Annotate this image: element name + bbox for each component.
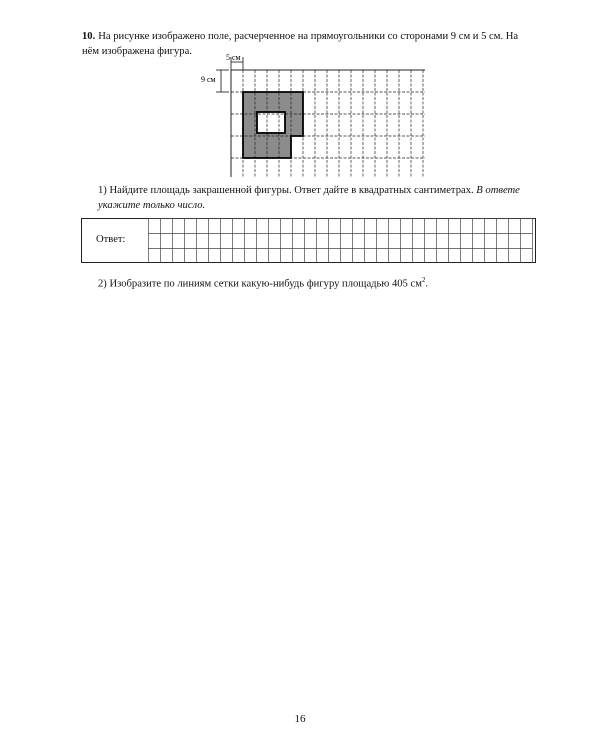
question-2 [98, 273, 534, 292]
width-dimension [226, 53, 243, 70]
task-text: На рисунке изображено поле, расчерченное на прямоугольники со сторонами 9 см и 5 см. На нём изображена фигура. [82, 31, 519, 57]
height-label: 9 см [201, 75, 216, 84]
question-1-note: В ответе укажите только число. [98, 185, 520, 211]
shaded-figure [243, 92, 303, 158]
question-2-superscript: 2 [421, 276, 426, 284]
task-number: 10. [82, 31, 96, 42]
question-1-text: 1) Найдите площадь закрашенной фигуры. Ответ дайте в квадратных сантиметрах. [98, 185, 474, 196]
height-dimension [201, 70, 229, 92]
answer-box [81, 218, 536, 263]
grid-figure [195, 52, 425, 177]
answer-label: Ответ: [96, 234, 126, 245]
page-number: 16 [294, 713, 306, 725]
question-2-text: 2) Изобразите по линиям сетки какую-нибудь фигуру площадью 405 см [98, 278, 422, 290]
width-label: 5 см [226, 53, 241, 62]
answer-cells[interactable] [148, 218, 537, 263]
figure-hole [257, 112, 285, 133]
question-1 [98, 183, 534, 213]
question-2-end: . [425, 278, 429, 290]
